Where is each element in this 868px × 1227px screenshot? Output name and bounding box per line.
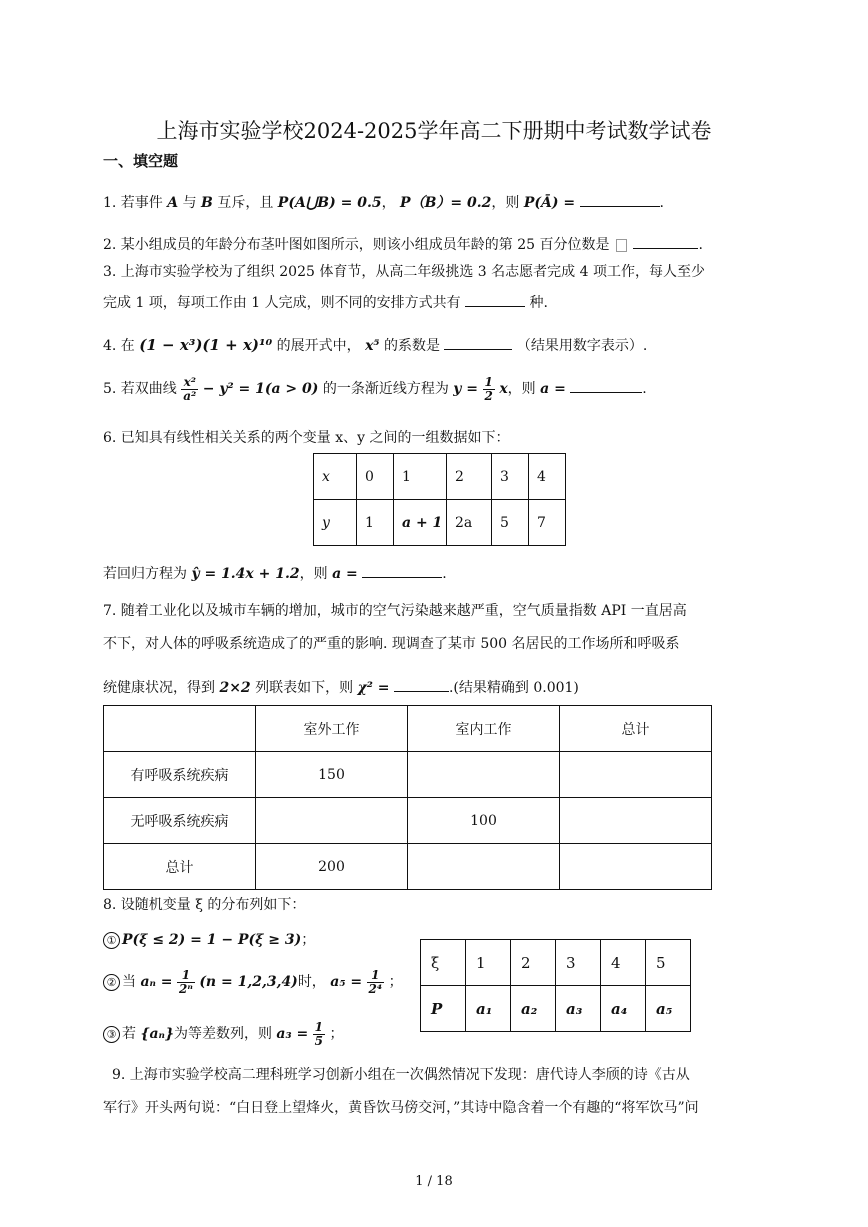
question-5: 5. 若双曲线 $\frac{\text{x²}}{\text{a²}}$ − y² = 1(a > 0) 的一条渐近线方程为 y = $\frac{1}{2}$ x，则 a = . — [103, 374, 647, 403]
statement-2: ② 当 aₙ = $\frac{1}{\text{2ⁿ}}$ (n = 1,2,3,4)时， a₅ = $\frac{1}{\text{2⁴}}$ ； — [103, 965, 403, 999]
question-3-line-2: 完成 1 项，每项工作由 1 人完成，则不同的安排方式共有 种. — [103, 292, 548, 313]
question-7-line-2: 不下，对人体的呼吸系统造成了的严重的影响. 现调查了某市 500 名居民的工作场所和呼吸系 — [103, 636, 680, 652]
question-6-answer-line: 若回归方程为 ŷ = 1.4x + 1.2，则 a = . — [103, 563, 447, 584]
table-row: 总计 200 — [104, 844, 712, 890]
statement-3: ③ 若 {aₙ}为等差数列，则 a₃ = $\frac{1}{5}$ ； — [103, 1017, 343, 1051]
table-row: ξ 1 2 3 4 5 — [421, 940, 691, 986]
table-row: 室外工作 室内工作 总计 — [104, 706, 712, 752]
table-row: P a₁ a₂ a₃ a₄ a₅ — [421, 986, 691, 1032]
page-number: 1 / 18 — [415, 1174, 453, 1189]
section-heading: 一、填空题 — [103, 152, 179, 170]
question-7-line-1: 7. 随着工业化以及城市车辆的增加，城市的空气污染越来越严重，空气质量指数 API 一直居高 — [103, 603, 687, 619]
table-row: y 1 a + 1 2a 5 7 — [314, 500, 566, 546]
table-row: 有呼吸系统疾病 150 — [104, 752, 712, 798]
question-4: 4. 在 (1 − x³)(1 + x)¹⁰ 的展开式中， x⁵ 的系数是 （结果用数字表示）. — [103, 336, 648, 354]
question-7-line-3: 统健康状况，得到 2×2 列联表如下，则 χ² = .(结果精确到 0.001) — [103, 677, 579, 698]
question-3-line-1: 3. 上海市实验学校为了组织 2025 体育节，从高二年级挑选 3 名志愿者完成 4 项工作，每人至少 — [103, 264, 705, 280]
question-9-line-2: 军行》开头两句说：“白日登上望烽火，黄昏饮马傍交河，”其诗中隐含着一个有趣的“将军饮马”问 — [103, 1100, 699, 1116]
data-table — [313, 453, 566, 546]
answer-blank[interactable] — [362, 563, 442, 578]
question-1: 1. 若事件 A 与 B 互斥，且 P(A⋃B) = 0.5， P（B）= 0.2，则 P(Ā) = . — [103, 192, 664, 213]
question-2: 2. 某小组成员的年龄分布茎叶图如图所示，则该小组成员年龄的第 25 百分位数是 . — [103, 234, 703, 255]
distribution-table — [420, 939, 691, 1032]
table-row: x 0 1 2 3 4 — [314, 454, 566, 500]
answer-blank[interactable] — [444, 335, 512, 350]
question-6: 6. 已知具有线性相关关系的两个变量 x、y 之间的一组数据如下： — [103, 430, 510, 446]
contingency-table — [103, 705, 712, 890]
table-row: 无呼吸系统疾病 100 — [104, 798, 712, 844]
answer-blank[interactable] — [580, 192, 660, 207]
missing-image-icon — [616, 239, 627, 252]
answer-blank[interactable] — [465, 292, 525, 307]
question-8: 8. 设随机变量 ξ 的分布列如下： — [103, 897, 306, 913]
answer-blank[interactable] — [394, 677, 449, 692]
answer-blank[interactable] — [633, 234, 698, 249]
question-9-line-1: 9. 上海市实验学校高二理科班学习创新小组在一次偶然情况下发现：唐代诗人李颀的诗《古从 — [112, 1067, 690, 1083]
statement-1: ① P(ξ ≤ 2) = 1 − P(ξ ≥ 3)； — [103, 930, 315, 950]
page-title: 上海市实验学校2024-2025学年高二下册期中考试数学试卷 — [156, 119, 712, 143]
answer-blank[interactable] — [570, 378, 642, 393]
